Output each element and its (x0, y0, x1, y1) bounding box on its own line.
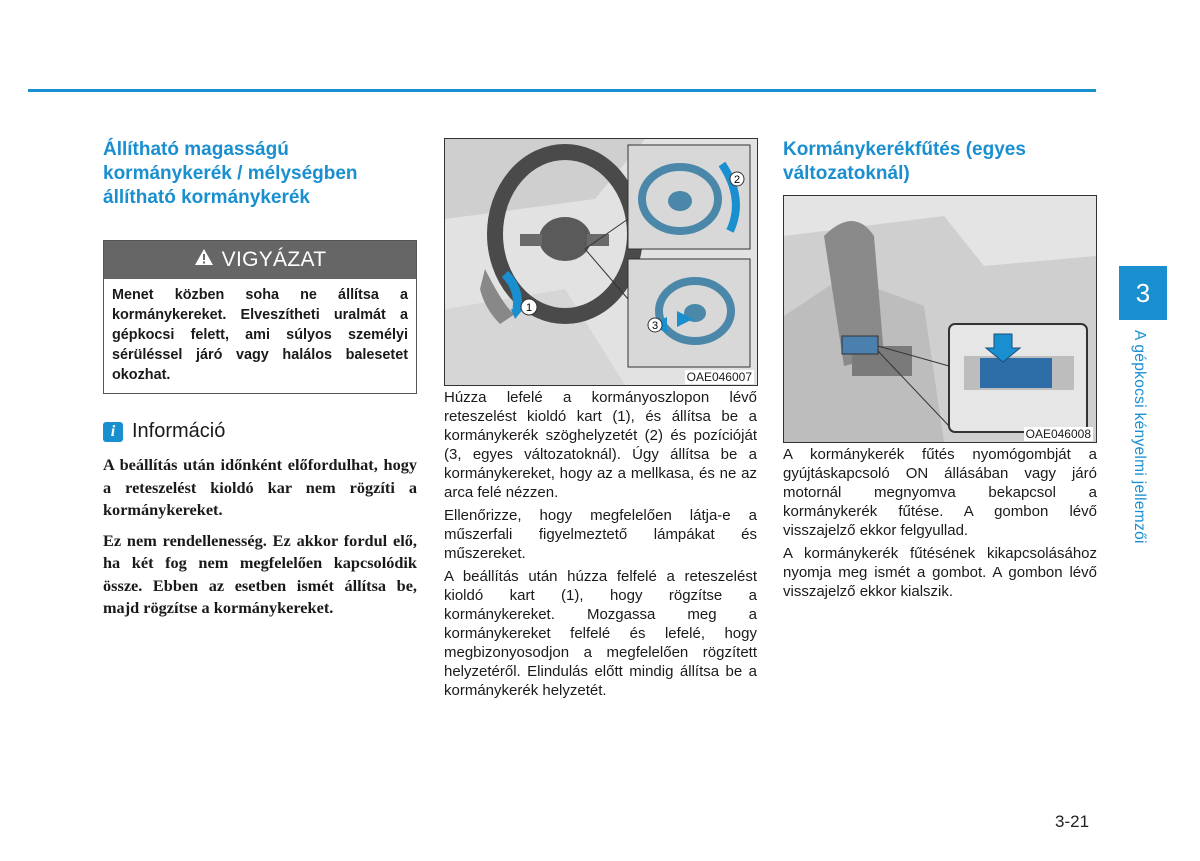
body-paragraph: A kormánykerék fűtés nyomógombját a gyújtáskapcsoló ON állásában vagy járó motornál megnyomva bekapcsol a kormánykerék fűtése. A gombon lévő visszajelző ekkor felgyullad. (783, 446, 1097, 539)
warning-label: VIGYÁZAT (221, 248, 327, 271)
title-line: Állítható magasságú (103, 139, 289, 160)
heated-wheel-button-figure (783, 195, 1097, 443)
warning-triangle-icon (194, 248, 214, 272)
steering-wheel-illustration (445, 139, 757, 385)
body-paragraph: Ellenőrizze, hogy megfelelően látja-e a műszerfali figyelmeztető lámpákat és műszereket. (444, 507, 757, 562)
section-title-steering-adjust (103, 138, 417, 210)
console-illustration (784, 196, 1096, 442)
info-icon: i (103, 422, 123, 442)
body-paragraph: A kormánykerék fűtésének kikapcsolásához nyomja meg ismét a gombot. A gombon lévő visszajelző ekkor kialszik. (783, 545, 1097, 600)
callout-2: 2 (733, 174, 741, 186)
info-paragraph: A beállítás után időnként előfordulhat, hogy a reteszelést kioldó kar nem rögzíti a kormánykereket. (103, 455, 417, 519)
middle-column (444, 138, 757, 700)
title-line: állítható kormánykerék (103, 187, 310, 208)
body-paragraph: A beállítás után húzza felfelé a reteszelést kioldó kart (1), hogy rögzítse a kormánykereket. Mozgassa meg a kormánykereket felfelé és lefelé, hogy megbizonyosodjon a megfelelően rögzített helyzetéről. Elindulás előtt mindig állítsa be a kormánykerék helyzetét. (444, 568, 757, 699)
info-paragraph: Ez nem rendellenesség. Ez akkor fordul elő, ha két fog nem megfelelően kapcsolódik össze. Ebben az esetben ismét állítsa be, majd rögzítse a kormánykereket. (103, 530, 417, 617)
callout-1: 1 (525, 302, 533, 314)
info-title: Információ (132, 420, 226, 442)
warning-header (104, 241, 416, 279)
steering-wheel-figure (444, 138, 758, 386)
title-line: Kormánykerékfűtés (egyes (783, 139, 1026, 160)
title-line: kormánykerék / mélységben (103, 163, 358, 184)
title-line: változatoknál) (783, 163, 910, 184)
page-number: 3-21 (1055, 812, 1090, 831)
info-heading (103, 420, 417, 443)
section-title-steering-heater (783, 138, 1097, 186)
warning-box (103, 240, 417, 394)
figure-code: OAE046008 (1025, 427, 1091, 441)
chapter-title: A gépkocsi kényelmi jellemzői (1131, 330, 1148, 544)
right-column (783, 138, 1097, 601)
callout-3: 3 (651, 320, 659, 332)
header-rule (28, 89, 1096, 92)
figure-code: OAE046007 (686, 370, 752, 384)
warning-text: Menet közben soha ne állítsa a kormánykereket. Elveszítheti uralmát a gépkocsi felett, ami súlyos személyi sérüléssel járó vagy halálos balesetet okozhat. (112, 287, 408, 383)
chapter-tab: 3 (1119, 266, 1167, 320)
body-paragraph: Húzza lefelé a kormányoszlopon lévő reteszelést kioldó kart (1), és állítsa be a kormánykerék szöghelyzetét (2) és pozícióját (3, egyes változatoknál). Úgy állítsa be a kormánykereket, hogy az a mellkasa, és ne az arca felé nézzen. (444, 389, 757, 501)
left-column (103, 138, 417, 620)
